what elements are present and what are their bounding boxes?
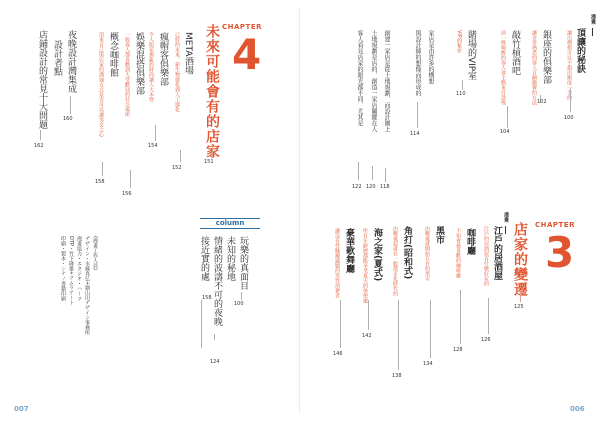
toc-entry-title[interactable]: 頂讓的秘訣	[575, 28, 585, 73]
leader-line	[241, 292, 242, 300]
page-folio-right: 006	[570, 405, 585, 413]
leader-line	[507, 106, 508, 128]
leader-line	[40, 130, 41, 140]
toc-item[interactable]: 客人看見店家的眼光都不同、尤其是	[356, 30, 363, 126]
chapter-title[interactable]: 店家的變遷	[512, 222, 528, 297]
column-item[interactable]: 接近實的處	[199, 236, 209, 281]
page-number: 158	[95, 179, 105, 185]
section-mark: 漫畫	[590, 14, 596, 24]
toc-entry-title[interactable]: 賭場的VIP室	[466, 30, 476, 81]
chapter-number: 3	[545, 228, 575, 277]
leader-line	[212, 145, 213, 157]
toc-entry-title[interactable]: META酒場	[183, 32, 193, 75]
toc-item[interactable]: 創建一家店是從土地規劃、而設計圖上	[383, 30, 390, 132]
page-number: 122	[352, 184, 362, 190]
leader-line	[385, 168, 386, 182]
chapter-number: 4	[232, 30, 262, 79]
page-number: 100	[234, 301, 244, 307]
toc-entry-subtitle: 令人眼花撩亂的時尚讓人大本營	[148, 32, 154, 102]
leader-line	[570, 88, 571, 112]
toc-entry-title[interactable]: 海之家(夏式)	[372, 228, 382, 282]
toc-entry-subtitle: 讓非常熟悉的客人自願繳費的方法	[531, 30, 537, 105]
page-gutter	[299, 8, 300, 413]
column-item[interactable]: 情緒的波濤不可的夜晚	[212, 236, 222, 326]
toc-entry-subtitle: 讓出價格可以不超出額度一手的	[566, 30, 572, 100]
credit-line: DTP・竹下隆雄+ツムラアート	[68, 236, 74, 306]
leader-line	[155, 125, 156, 141]
page-number: 152	[172, 165, 182, 171]
section-mark-rule	[592, 28, 593, 36]
page-number: 100	[564, 115, 574, 121]
page-number: 124	[210, 359, 220, 365]
page-number: 154	[148, 143, 158, 149]
page-number: 125	[514, 304, 524, 310]
toc-entry-subtitle: 讓沒有性騷擾議題的男性消費者	[334, 228, 340, 298]
toc-entry-title[interactable]: 夜晚設計灣集成	[66, 30, 76, 93]
column-item[interactable]: 未知的秘地	[225, 236, 235, 281]
toc-item[interactable]: 與設計師的想像而形成的	[414, 30, 421, 96]
leader-line	[520, 290, 521, 302]
page-number: 118	[380, 184, 390, 190]
page-number: 128	[453, 347, 463, 353]
page-number: 102	[537, 99, 547, 105]
leader-line	[201, 300, 202, 348]
page-number: 142	[362, 333, 372, 339]
toc-entry-title[interactable]: 銀座的俱樂部	[541, 30, 551, 84]
page-number: 110	[456, 91, 466, 97]
credit-line: デザイン・水藤真弘+細山田デザイン事務所	[84, 236, 90, 336]
toc-entry-title[interactable]: 豪華歌舞廳	[344, 228, 354, 273]
leader-line	[102, 162, 103, 176]
toc-entry-title[interactable]: 瘋帽客俱樂部	[158, 32, 168, 86]
page-number: 104	[500, 129, 510, 135]
chapter-title[interactable]: 未來可能會有的店家	[204, 24, 220, 159]
toc-entry-subtitle: 一般客人都喜歡到大受歡迎的社交場所	[124, 32, 130, 117]
toc-entry-subtitle: 江戶的居酒屋有什麼好玩的	[483, 226, 489, 286]
toc-entry-subtitle: 已經的未來、新生物進化到人工進化	[174, 32, 180, 112]
toc-entry-title[interactable]: 店鋪設計的常見十大問題	[37, 30, 47, 129]
toc-entry-title[interactable]: 敲竹槓酒吧	[510, 30, 520, 75]
credit-line: 漫畫協力・スタジオ・ハーツ	[76, 236, 82, 301]
leader-line	[70, 96, 71, 114]
leader-line	[180, 150, 181, 162]
toc-entry-title[interactable]: 娛樂混搭俱樂部	[134, 32, 144, 95]
page-number: 151	[204, 159, 214, 165]
leader-line	[358, 162, 359, 180]
page-number: 114	[410, 131, 420, 137]
leader-line	[460, 290, 461, 344]
leader-line	[398, 300, 399, 370]
toc-entry-subtitle: 由戰後起就在一般都市化時代的	[392, 226, 398, 296]
toc-entry-title[interactable]: 咖啡廳	[465, 228, 475, 255]
page-number: 158	[202, 295, 212, 301]
chapter-label: CHAPTER	[535, 221, 575, 229]
leader-line	[488, 298, 489, 334]
leader-line	[430, 300, 431, 358]
page-number: 160	[63, 116, 73, 122]
toc-entry-subtitle: 前一晚喝醉的客人會主動來付款嗎	[500, 30, 506, 105]
leader-line	[462, 80, 463, 90]
credits-heading: (漫畫工作人員)	[92, 236, 98, 270]
toc-entry-title[interactable]: 設計者點	[52, 40, 62, 76]
leader-line	[372, 166, 373, 180]
page-number: 134	[423, 361, 433, 367]
page-number: 138	[392, 373, 402, 379]
toc-entry-subtitle: 所有年齡層都能享受夏天的休憩處	[362, 228, 368, 303]
chapter-label: CHAPTER	[222, 23, 262, 31]
column-label: column	[215, 219, 245, 227]
toc-entry-subtitle: 由戰後就開始存在的黑市	[424, 226, 430, 281]
page-number: 126	[481, 337, 491, 343]
page-folio-left: 007	[14, 405, 29, 413]
toc-entry-subtitle: VIP的秘密	[456, 30, 462, 53]
leader-line	[417, 102, 418, 128]
toc-item[interactable]: 家店是由許多的構想	[427, 30, 434, 84]
page-number: 120	[366, 184, 376, 190]
page-number: 162	[34, 143, 44, 149]
toc-entry-subtitle: 不知會被喜歡的咖啡廳	[455, 228, 461, 278]
column-header	[200, 218, 260, 229]
toc-entry-title[interactable]: 角打(昭和式)	[402, 226, 412, 280]
toc-entry-title[interactable]: 黑市	[434, 226, 444, 244]
toc-entry-title[interactable]: 江戶的居酒屋	[492, 226, 502, 280]
toc-entry-subtitle: 用來自己與店家的溝通方式是否可以讓男女之心	[98, 32, 104, 137]
leader-line	[214, 334, 215, 340]
page-number: 146	[333, 351, 343, 357]
credit-line: 印刷・製本・シナノ書籍印刷	[60, 236, 66, 301]
toc-item[interactable]: 土地規劃是店的、創造一家店關鍵在人	[370, 30, 377, 132]
column-item[interactable]: 玩樂的真面目	[238, 236, 248, 290]
leader-line	[340, 300, 341, 348]
toc-entry-title[interactable]: 概念咖啡館	[108, 32, 118, 77]
page-number: 156	[122, 191, 132, 197]
leader-line	[130, 170, 131, 188]
section-mark-rule	[505, 226, 506, 234]
leader-line	[368, 300, 369, 330]
section-mark: 漫畫	[503, 212, 509, 222]
